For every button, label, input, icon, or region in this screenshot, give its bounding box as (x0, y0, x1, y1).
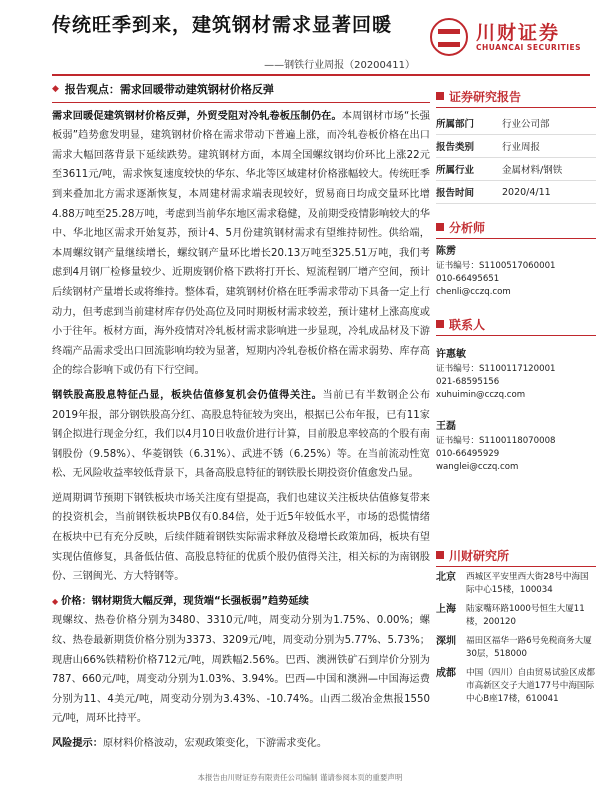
report-title: 传统旺季到来，建筑钢材需求显著回暖 (52, 14, 393, 36)
paragraph-lead: 钢铁股高股息特征凸显，板块估值修复机会仍值得关注。 (52, 389, 323, 401)
table-row: 所属行业 金属材料/钢铁 (436, 158, 596, 181)
paragraph-lead: 需求回暖促建筑钢材价格反弹，外贸受阻对冷轧卷板压制仍在。 (52, 110, 342, 122)
square-icon (436, 92, 444, 100)
office-address: 成都 中国（四川）自由贸易试验区成都市高新区交子大道177号中海国际中心B座17楼，610041 (436, 668, 595, 704)
analyst-heading: 分析师 (436, 216, 596, 239)
email-link[interactable]: xuhuimin@cczq.com (436, 390, 526, 400)
square-icon (436, 223, 444, 231)
contact-card: 王磊 证书编号：S1100118070008 010-66495929 wanglei@cczq.com (436, 420, 596, 474)
paragraph-risk (52, 734, 430, 754)
email-link[interactable]: wanglei@cczq.com (436, 462, 519, 472)
report-body (52, 80, 430, 759)
paragraph-lead: 价格：钢材期货大幅反弹，现货端“长强板弱”趋势延续 (61, 595, 309, 607)
institute-heading: 川财研究所 (436, 544, 596, 567)
paragraph-text: 现螺纹、热卷价格分别为3480、3310元/吨，周变动分别为1.75%、0.00%；螺纹、热卷最新期货价格分别为3373、3209元/吨，周变动分别为5.77%、5.73%；现唐山66%铁精粉价格712元/吨，周跌幅2.56%。巴西、澳洲铁矿石到岸价分别为787、660元/吨，周变动分别为1.03%、3.94%。巴西—中国和澳洲—中国海运费分别为11、4美元/吨，周变动分别为3.43%、-10.74%。山西二级冶金焦报1550元/吨，周环比持平。 (52, 615, 430, 725)
page-footer: 本报告由川财证券有限责任公司编制 谨请参阅本页的重要声明 (197, 773, 403, 782)
company-logo (430, 14, 595, 58)
office-address: 北京 西城区平安里西大街28号中海国际中心15楼，100034 (436, 572, 589, 595)
table-row: 所属部门 行业公司部 (436, 112, 596, 135)
header-rule (52, 74, 590, 76)
paragraph-text: 当前已有半数钢企公布2019年报，部分钢铁股高分红、高股息特征较为突出，根据已公布年报，已有11家钢企拟进行现金分红，我们以4月10日收盘价进行计算，目前股息率较高的个股有南钢股份（9.58%）、华菱钢铁（6.31%）、武进不锈（6.25%）等。在当前流动性宽松、无风险收益率较低背景下，具备高股息特征的钢铁股长期投资价值愈发凸显。 (52, 389, 431, 480)
paragraph-text: 本周钢材市场“长强板弱”趋势愈发明显，建筑钢材价格在需求带动下普遍上涨，而冷轧卷板价格在出口需求大幅回落背景下延续跌势。建筑钢材方面，本周全国螺纹钢均价环比上涨22元至3611元/吨，需求恢复速度较快的华东、华北等区域建材价格涨幅较大。传统旺季到来叠加北方需求逐渐恢复，本周建材需求端表现较好，贸易商日均成交量环比增4.88万吨至25.28万吨，考虑到当前华东地区需求稳健，及前期受疫情影响较大的华中、华北地区需求开始复苏，预计4、5月份建筑钢材需求有望维持韧性。供给端，本周螺纹钢产量继续增长，螺纹钢产量环比增长20.13万吨至325.51万吨，我们考虑到4月钢厂检修量较少、近期废钢价格下跌将打开长、短流程钢厂增产空间，预计后续钢材产量增长或将维持。整体看，建筑钢材价格在旺季需求带动下具备一定上行动力，但考虑到当前建材库存仍处高位及同时期板材需求较差，预计建材上涨高度或小于往年。板材方面，海外疫情对冷轧板材需求影响进一步显现，冷轧成品材及下游终端产品需求受出口回流影响均较为显著，短期内冷轧卷板价格在需求弱势、库存高企的综合影响下或仍有下行空间。 (52, 110, 430, 377)
contact-heading: 联系人 (436, 313, 596, 336)
analyst-card: 陈雳 证书编号：S1100517060001 010-66495651 chenli@cczq.com (436, 245, 596, 299)
paragraph-dividend (52, 386, 430, 484)
square-icon (436, 320, 444, 328)
report-subtitle: ——钢铁行业周报（20200411） (264, 60, 415, 71)
info-heading: 证券研究报告 (436, 85, 596, 108)
square-icon (436, 551, 444, 559)
diamond-icon: ◆ (52, 84, 59, 94)
logo-name-cn: 川财证券 (476, 22, 561, 44)
sidebar (436, 85, 596, 712)
section-heading (52, 80, 430, 100)
office-address: 上海 陆家嘴环路1000号恒生大厦11楼，200120 (436, 604, 585, 627)
logo-name-en: CHUANCAI SECURITIES (476, 43, 582, 52)
paragraph-valuation (52, 489, 430, 587)
office-address: 深圳 福田区福华一路6号免税商务大厦30层，518000 (436, 636, 592, 659)
paragraph-lead: 风险提示： (52, 738, 103, 749)
email-link[interactable]: chenli@cczq.com (436, 287, 511, 297)
paragraph-demand (52, 107, 430, 381)
paragraph-text: 逆周期调节预期下钢铁板块市场关注度有望提高，我们也建议关注板块估值修复带来的投资机会，当前钢铁板块PB仅有0.84倍，处于近5年较低水平，市场的恐慌情绪在板块中已有充分反映，后续伴随着钢铁实际需求释放及稳增长政策加码，板块有望实现估值修复，具备低估值、高股息特征的优质个股仍值得关注，相关标的为南钢股份、三钢闽光、方大特钢等。 (52, 492, 430, 583)
section-rule (52, 102, 430, 103)
logo-emblem-icon (430, 18, 468, 56)
table-row: 报告类别 行业周报 (436, 135, 596, 158)
table-row: 报告时间 2020/4/11 (436, 181, 596, 204)
section-title: 报告观点：需求回暖带动建筑钢材价格反弹 (64, 83, 274, 96)
report-meta-table (436, 112, 596, 204)
bullet-diamond-icon: ◆ (52, 596, 59, 606)
paragraph-text: 原材料价格波动，宏观政策变化，下游需求变化。 (102, 738, 328, 749)
contact-card: 许惠敏 证书编号：S1100117120001 021-68595156 xuhuimin@cczq.com (436, 348, 596, 402)
paragraph-price (52, 592, 430, 729)
